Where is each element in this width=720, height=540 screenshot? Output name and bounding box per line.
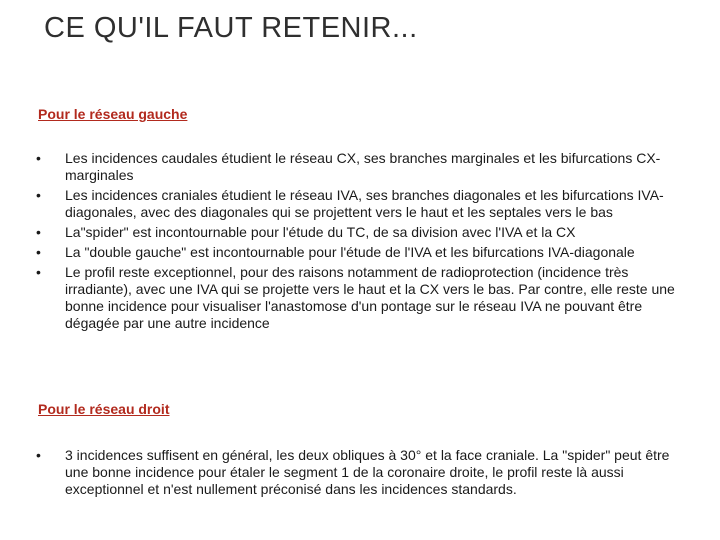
list-item-text: La "double gauche" est incontournable pour l'étude de l'IVA et les bifurcations IVA-diagonale [65, 244, 635, 260]
list-item [36, 187, 690, 221]
list-item-text: La"spider" est incontournable pour l'étude du TC, de sa division avec l'IVA et la CX [65, 224, 576, 240]
bullet-icon: • [36, 244, 41, 260]
list-item [36, 264, 690, 332]
list-item [36, 150, 690, 184]
bullet-list-right-network [36, 447, 690, 501]
list-item [36, 244, 690, 261]
bullet-icon: • [36, 187, 41, 203]
list-item [36, 224, 690, 241]
bullet-icon: • [36, 224, 41, 240]
slide-title: CE QU'IL FAUT RETENIR... [44, 12, 418, 44]
section-heading-right-network: Pour le réseau droit [38, 401, 170, 417]
list-item [36, 447, 690, 498]
list-item-text: 3 incidences suffisent en général, les deux obliques à 30° et la face craniale. La "spider" peut être une bonne incidence pour étaler le segment 1 de la coronaire droite, le profil reste là aussi exceptionnel et n'est nullement préconisé dans les incidences standards. [65, 447, 670, 497]
list-item-text: Les incidences craniales étudient le réseau IVA, ses branches diagonales et les bifurcations IVA-diagonales, avec des diagonales qui se projettent vers le haut et les septales vers le bas [65, 187, 664, 220]
list-item-text: Le profil reste exceptionnel, pour des raisons notamment de radioprotection (incidence très irradiante), avec une IVA qui se projette vers le haut et la CX vers le bas. Par contre, elle reste une bonne incidence pour visualiser l'anastomose d'un pontage sur le réseau IVA ne pouvant être dégagée par une autre incidence [65, 264, 675, 331]
bullet-icon: • [36, 447, 41, 463]
bullet-icon: • [36, 150, 41, 166]
section-heading-left-network: Pour le réseau gauche [38, 106, 188, 122]
bullet-icon: • [36, 264, 41, 280]
list-item-text: Les incidences caudales étudient le réseau CX, ses branches marginales et les bifurcations CX-marginales [65, 150, 661, 183]
bullet-list-left-network [36, 150, 690, 335]
